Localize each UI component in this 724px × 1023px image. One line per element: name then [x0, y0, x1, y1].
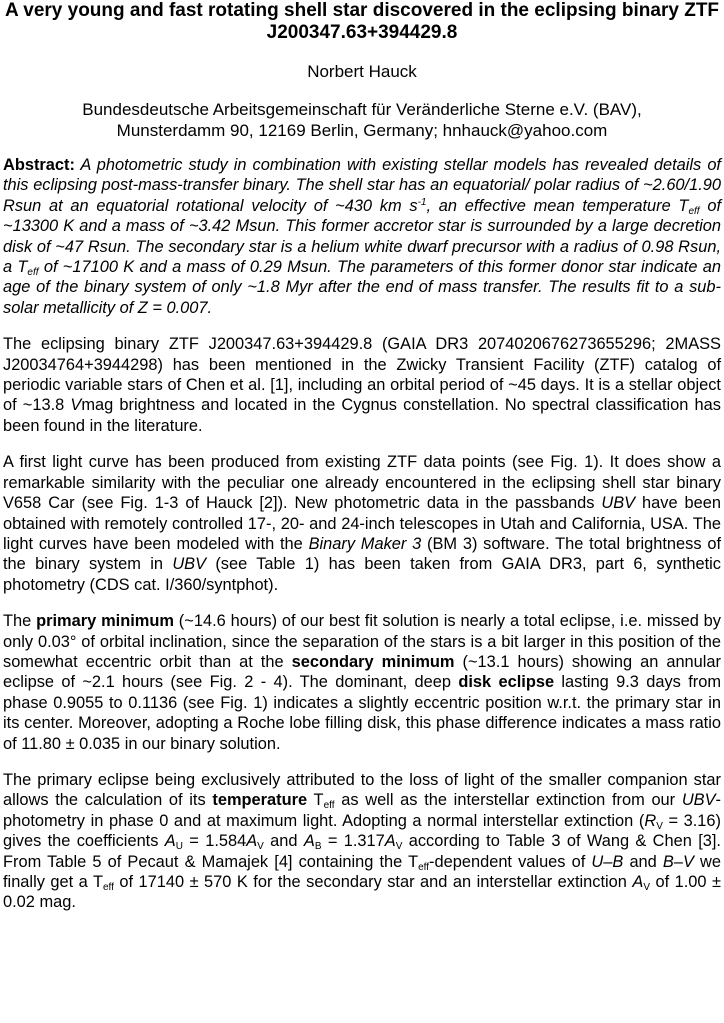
body-text: and [623, 852, 663, 871]
body-text: of 17140 ± 570 K for the secondary star and an interstellar extinction [113, 873, 633, 891]
italic-text: UBV [681, 791, 716, 810]
abstract-text: A photometric study in combination with existing stellar models has revealed details of this eclipsing post-mass-transfer binary. The shell star has an equatorial/ polar radius of ~2.60/1.90 Rsun at an equatorial rotational velocity of ~430 km s [3, 156, 721, 215]
bold-term: primary minimum [36, 612, 174, 631]
subscript: eff [102, 882, 114, 893]
paragraph-minima [3, 611, 721, 754]
paragraph-light-curve [3, 452, 721, 595]
body-text: The [3, 612, 37, 631]
abstract-label: Abstract: [3, 156, 75, 174]
subscript: V [643, 882, 650, 893]
body-text: (see Table 1) has been taken from GAIA DR3, part 6, synthetic photometry (CDS cat. I/360/syntphot). [3, 555, 722, 594]
bold-term: disk eclipse [458, 673, 555, 692]
subscript: U [175, 841, 183, 853]
italic-text: Binary Maker 3 [308, 534, 422, 553]
italic-text: A [303, 832, 315, 851]
body-text: = 1.584 [182, 832, 247, 851]
abstract-text: of ~13300 K and a mass of ~3.42 Msun. This former accretor star is surrounded by a large decretion disk of ~47 Rsun. The secondary star is a helium white dwarf precursor with a radius of 0.98 Rsun, a T [3, 196, 721, 277]
paragraph-temperature [3, 770, 721, 913]
subscript: B [314, 841, 322, 853]
body-text: = 1.317 [321, 832, 385, 851]
body-text: (~14.6 hours) of our best fit solution is nearly a total eclipse, i.e. missed by only 0.03° of orbital inclination, since the separation of the stars is a bit larger in this position of the somewhat eccentric orbit than at the [3, 612, 721, 671]
italic-text: R [644, 811, 657, 830]
body-text: The eclipsing binary ZTF J200347.63+394429.8 (GAIA DR3 2074020676273655296; 2MASS J20034764+3944298) has been mentioned in the Zwicky Transient Facility (ZTF) catalog of periodic variable stars of Chen et al. [1], including an orbital period of ~45 days. It is a stellar object of ~13.8 [3, 335, 721, 415]
body-text: mag [81, 396, 114, 415]
body-text: lasting 9.3 days from phase 0.9055 to 0.1136 (see Fig. 1) indicates a slightly eccentric position w.r.t. the primary star in its center. Moreover, adopting a Roche lobe filling disk, this phase difference indicates a mass ratio of 11.80 ± 0.035 in our binary solution. [3, 673, 721, 753]
body-text: we finally get a T [3, 852, 721, 891]
italic-text: A [632, 873, 644, 891]
italic-text: B–V [662, 852, 694, 871]
body-text: -dependent values of [429, 852, 592, 871]
bold-term: temperature [212, 791, 308, 810]
subscript: eff [323, 800, 335, 812]
italic-text: A [164, 832, 176, 851]
body-text: (~13.1 hours) showing an annular eclipse of ~2.1 hours (see Fig. 2 - 4). The dominant, deep [3, 652, 722, 692]
subscript: V [257, 841, 264, 853]
body-text: of 1.00 ± 0.02 mag. [3, 873, 721, 912]
italic-text: V [70, 396, 82, 415]
subscript: eff [418, 861, 430, 873]
body-text: = 3.16) gives the coefficients [3, 811, 721, 851]
bold-term: secondary minimum [291, 652, 455, 671]
italic-text: UBV [172, 555, 207, 574]
body-text: The primary eclipse being exclusively attributed to the loss of light of the smaller companion star allows the calculation of its [3, 770, 721, 810]
italic-text: A [246, 832, 258, 851]
italic-text: UBV [601, 494, 636, 513]
paragraph-intro [3, 334, 721, 436]
subscript: eff [27, 267, 39, 279]
abstract-text: of ~17100 K and a mass of 0.29 Msun. The parameters of this former donor star indicate an age of the binary system of only ~1.8 Myr after the end of mass transfer. The results fit to a sub-solar metallicity of Z = 0.007. [3, 258, 721, 317]
subscript: V [656, 820, 663, 832]
body-text: brightness and located in the Cygnus constellation. No spectral classification has been found in the literature. [3, 396, 721, 435]
body-text: (BM 3) software. The total brightness of the binary system in [3, 534, 721, 574]
italic-text: U–B [591, 852, 624, 871]
body-text: T [307, 791, 324, 810]
superscript: -1 [417, 196, 427, 208]
affiliation [3, 99, 721, 141]
body-text: and [263, 832, 304, 851]
abstract-text: , an effective mean temperature T [426, 196, 689, 215]
body-text: A first light curve has been produced from existing ZTF data points (see Fig. 1). It does show a remarkable similarity with the peculiar one already encountered in the eclipsing shell star binary V658 Car (see Fig. 1-3 of Hauck [2]). New photometric data in the passbands [3, 453, 721, 513]
body-text: -photometry in phase 0 and at maximum light. Adopting a normal interstellar extinction ( [3, 791, 722, 830]
paper-title: A very young and fast rotating shell star discovered in the eclipsing binary ZTF J200347.63+394429.8 [4, 0, 720, 43]
italic-text: A [384, 832, 396, 851]
body-text: as well as the interstellar extinction from our [334, 791, 682, 810]
affiliation-line-2: Munsterdamm 90, 12169 Berlin, Germany; hnhauck@yahoo.com [116, 121, 608, 140]
author-name: Norbert Hauck [307, 62, 417, 81]
subscript: V [395, 841, 403, 853]
subscript: eff [688, 205, 700, 217]
body-text: according to Table 3 of Wang & Chen [3]. From Table 5 of Pecaut & Mamajek [4] containing the T [3, 832, 721, 871]
affiliation-line-1: Bundesdeutsche Arbeitsgemeinschaft für Veränderliche Sterne e.V. (BAV), [82, 100, 642, 119]
body-text: have been obtained with remotely controlled 17-, 20- and 24-inch telescopes in Utah and California, USA. The light curves have been modeled with the [3, 494, 721, 553]
abstract [3, 155, 721, 318]
